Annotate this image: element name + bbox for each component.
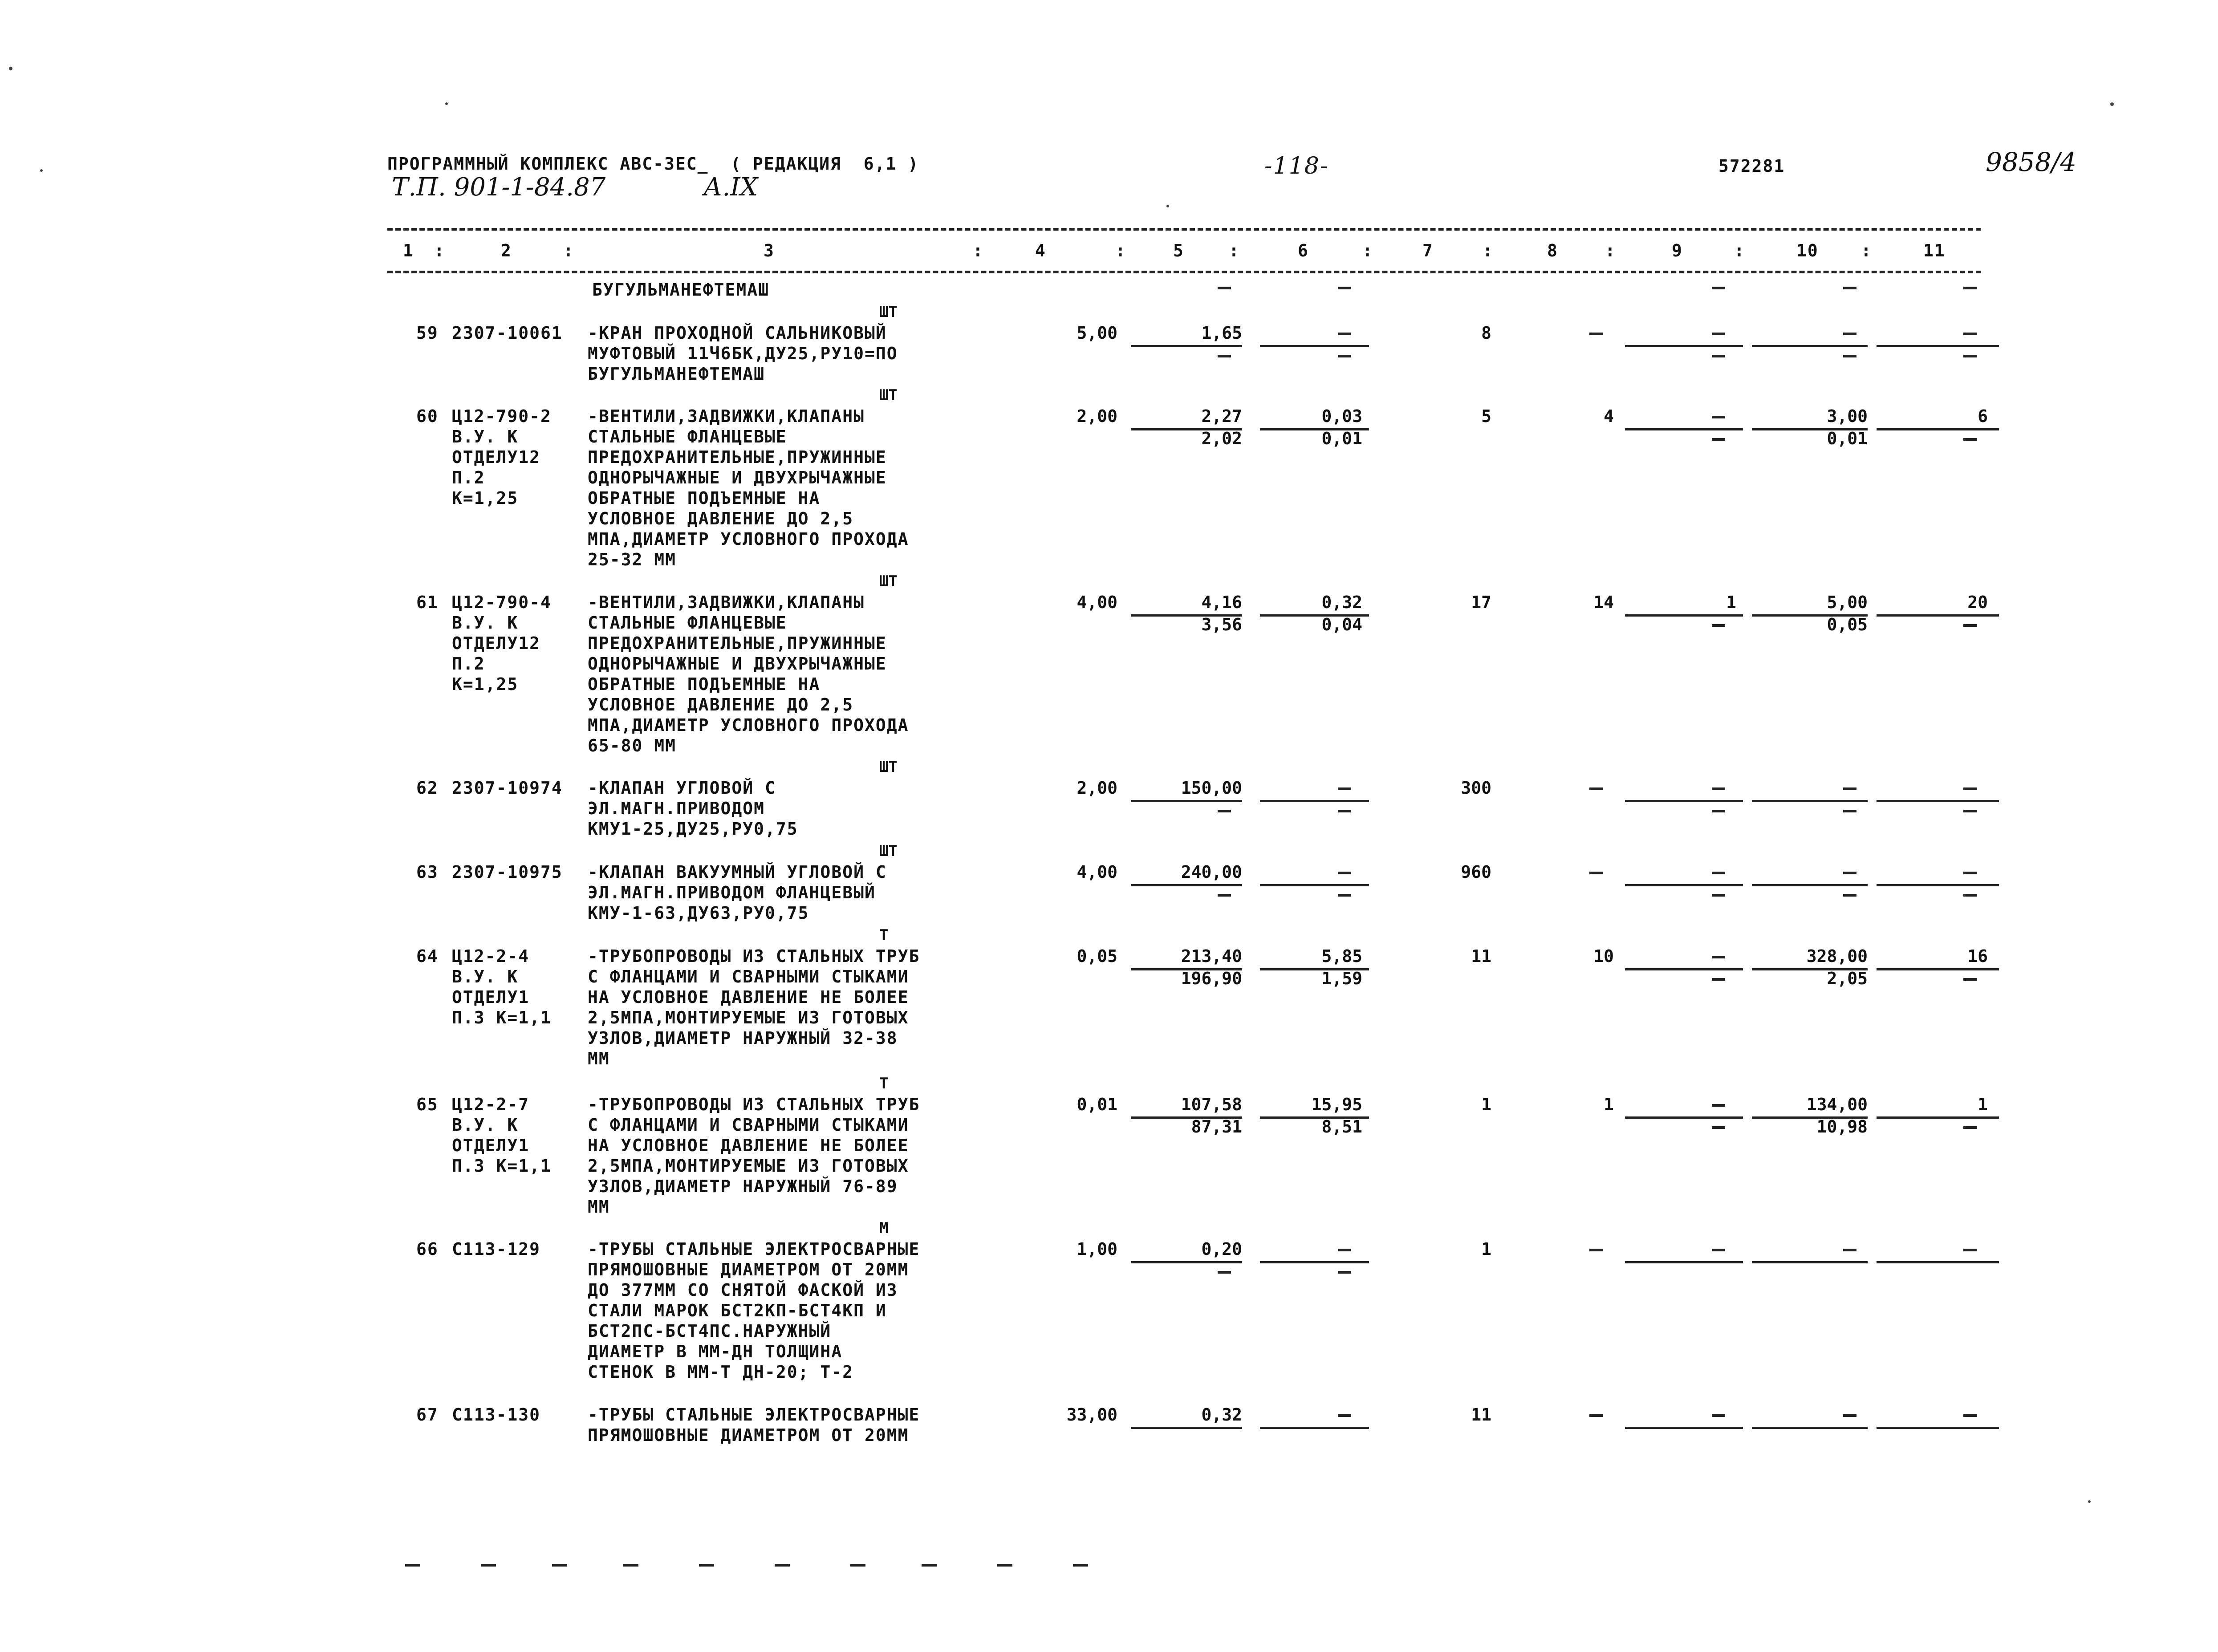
value-cell [1251,323,1362,343]
unit-label: ШТ [879,303,898,321]
value-cell [1503,778,1614,798]
resource-code: К=1,25 [452,674,519,694]
description-line: -ВЕНТИЛИ,ЗАДВИЖКИ,КЛАПАНЫ [588,406,865,426]
unit-label: Т [879,926,889,944]
footer-dash [775,1564,790,1567]
description-line: КМУ-1-63,ДУ63,РУ0,75 [588,903,809,923]
value-cell [1625,1094,1736,1115]
footer-dash [699,1564,714,1567]
value-cell: 5,00 [1827,593,1868,612]
column-separator: : [1861,241,1872,260]
value-cell [1625,406,1736,426]
row-number: 64 [416,946,439,966]
top-item-cell [1251,277,1362,297]
value-cell: 20 [1967,593,1988,612]
description-line: ПРЯМОШОВНЫЕ ДИАМЕТРОМ ОТ 20ММ [588,1260,909,1279]
description-line: НА УСЛОВНОЕ ДАВЛЕНИЕ НЕ БОЛЕЕ [588,1136,909,1155]
column-header-3: 3 [764,241,775,260]
value-cell-second: 0,04 [1321,615,1362,634]
value-cell: 6 [1978,406,1988,426]
value-cell: 150,00 [1181,778,1242,798]
value-cell-second: 2,02 [1201,429,1242,448]
value-cell-second [1625,968,1736,989]
column-separator: : [563,241,574,260]
value-cell [1877,1239,1988,1259]
description-line: ММ [588,1197,610,1217]
value-cell-second [1756,345,1868,365]
description-line: СТАЛЬНЫЕ ФЛАНЦЕВЫЕ [588,613,787,633]
column-separator: : [973,241,984,260]
description-line: ОДНОРЫЧАЖНЫЕ И ДВУХРЫЧАЖНЫЕ [588,468,887,487]
resource-code: Ц12-790-4 [452,593,552,612]
value-cell [1251,778,1362,798]
value-cell-second: 87,31 [1191,1117,1242,1137]
desc-line: БУГУЛЬМАНЕФТЕМАШ [592,280,770,300]
quantity: 0,05 [1077,946,1117,966]
value-cell-second [1625,345,1736,365]
row-number: 61 [416,593,439,612]
value-cell-second [1877,428,1988,449]
cell-underline [1625,1427,1743,1429]
value-cell: 1 [1978,1095,1988,1114]
value-cell-second [1251,884,1362,905]
description-line: -ВЕНТИЛИ,ЗАДВИЖКИ,КЛАПАНЫ [588,593,865,612]
description-line: НА УСЛОВНОЕ ДАВЛЕНИЕ НЕ БОЛЕЕ [588,987,909,1007]
description-line: -КЛАПАН УГЛОВОЙ С [588,778,776,798]
value-cell-second: 196,90 [1181,969,1242,988]
footer-dash [552,1564,567,1567]
description-line: УСЛОВНОЕ ДАВЛЕНИЕ ДО 2,5 [588,509,854,528]
value-cell: 0,03 [1321,406,1362,426]
resource-code: 2307-10974 [452,778,563,798]
column-header-2: 2 [501,241,512,260]
column-separator: : [1483,241,1494,260]
quantity: 4,00 [1077,862,1117,882]
resource-code: Ц12-2-7 [452,1095,530,1114]
description-line: МУФТОВЫЙ 11Ч6БК,ДУ25,РУ10=ПО [588,344,898,363]
cell-underline [1131,1427,1242,1429]
column-header-10: 10 [1796,241,1819,260]
column-header-5: 5 [1173,241,1184,260]
description-line: ЭЛ.МАГН.ПРИВОДОМ [588,799,765,818]
resource-code: К=1,25 [452,488,519,508]
value-cell [1251,1239,1362,1259]
value-cell-second [1877,968,1988,989]
resource-code: ОТДЕЛУ1 [452,1136,530,1155]
value-cell: 8 [1481,323,1491,343]
resource-code: 2307-10061 [452,323,563,343]
column-separator: : [1734,241,1745,260]
quantity: 1,00 [1077,1239,1117,1259]
sheet-mark: 9858/4 [1986,147,2077,177]
description-line: СТАЛЬНЫЕ ФЛАНЦЕВЫЕ [588,427,787,446]
value-cell [1503,1239,1614,1259]
row-number: 66 [416,1239,439,1259]
description-line: ДО 377ММ СО СНЯТОЙ ФАСКОЙ ИЗ [588,1280,898,1300]
value-cell-second: 0,01 [1321,429,1362,448]
unit-label: ШТ [879,386,898,404]
document-code: 572281 [1718,156,1785,176]
resource-code: П.3 К=1,1 [452,1008,552,1027]
value-cell [1625,323,1736,343]
description-line: МПА,ДИАМЕТР УСЛОВНОГО ПРОХОДА [588,715,909,735]
row-number: 59 [416,323,439,343]
top-item-cell [1877,277,1988,297]
value-cell [1877,323,1988,343]
row-number: 60 [416,406,439,426]
value-cell [1625,778,1736,798]
description-line: С ФЛАНЦАМИ И СВАРНЫМИ СТЫКАМИ [588,1115,909,1135]
cell-underline [1877,1261,1999,1263]
description-line: С ФЛАНЦАМИ И СВАРНЫМИ СТЫКАМИ [588,967,909,986]
handwritten-album: А.IX [703,173,758,202]
handwritten-project-code: Т.П. 901-1-84.87 [392,173,606,202]
description-line: МПА,ДИАМЕТР УСЛОВНОГО ПРОХОДА [588,529,909,549]
value-cell: 11 [1471,1405,1491,1425]
value-cell [1756,778,1868,798]
description-line: ПРЕДОХРАНИТЕЛЬНЫЕ,ПРУЖИННЫЕ [588,447,887,467]
value-cell [1503,862,1614,882]
row-number: 67 [416,1405,439,1425]
value-cell [1756,1239,1868,1259]
resource-code: П.2 [452,654,485,674]
description-line: ДИАМЕТР В ММ-ДН ТОЛЩИНА [588,1342,843,1361]
value-cell: 1 [1726,593,1736,612]
value-cell-second: 10,98 [1816,1117,1868,1137]
column-header-4: 4 [1035,241,1046,260]
column-separator: : [434,241,445,260]
footer-dash [922,1564,937,1567]
description-line: УЗЛОВ,ДИАМЕТР НАРУЖНЫЙ 76-89 [588,1177,898,1196]
value-cell [1503,323,1614,343]
row-number: 65 [416,1095,439,1114]
value-cell: 2,27 [1201,406,1242,426]
quantity: 2,00 [1077,778,1117,798]
value-cell [1756,862,1868,882]
description-line: УЗЛОВ,ДИАМЕТР НАРУЖНЫЙ 32-38 [588,1028,898,1048]
header-rule-top [387,228,1981,231]
value-cell: 300 [1461,778,1491,798]
value-cell [1877,862,1988,882]
resource-code: В.У. К [452,427,519,446]
value-cell-second [1877,1116,1988,1137]
value-cell-second [1877,614,1988,635]
quantity: 0,01 [1077,1095,1117,1114]
description-line: ОБРАТНЫЕ ПОДЪЕМНЫЕ НА [588,488,821,508]
column-header-8: 8 [1547,241,1558,260]
column-header-6: 6 [1298,241,1309,260]
resource-code: В.У. К [452,967,519,986]
quantity: 5,00 [1077,323,1117,343]
column-header-9: 9 [1672,241,1683,260]
value-cell-second [1251,1261,1362,1282]
footer-dash [623,1564,638,1567]
value-cell: 134,00 [1806,1095,1868,1114]
value-cell: 1 [1481,1095,1491,1114]
resource-code: Ц12-2-4 [452,946,530,966]
column-separator: : [1362,241,1373,260]
page-number: -118- [1264,153,1329,179]
value-cell [1756,1404,1868,1425]
resource-code: П.2 [452,468,485,487]
footer-dash [405,1564,420,1567]
value-cell [1877,778,1988,798]
unit-label: ШТ [879,572,898,590]
top-item-cell [1756,277,1868,297]
value-cell-second [1251,345,1362,365]
footer-dash [850,1564,865,1567]
description-line: -КЛАПАН ВАКУУМНЫЙ УГЛОВОЙ С [588,862,887,882]
unit-label: ШТ [879,758,898,776]
scan-speck [2110,102,2114,106]
unit-label: Т [879,1075,889,1092]
value-cell: 14 [1593,593,1614,612]
value-cell: 1,65 [1201,323,1242,343]
value-cell [1625,946,1736,966]
value-cell: 3,00 [1827,406,1868,426]
resource-code: ОТДЕЛУ12 [452,447,541,467]
value-cell: 107,58 [1181,1095,1242,1114]
cell-underline [1877,1427,1999,1429]
footer-dash [997,1564,1012,1567]
program-title: ПРОГРАММНЫЙ КОМПЛЕКС АВС-ЗЕС_ ( РЕДАКЦИЯ 6,1 ) [387,154,919,174]
description-line: ПРЕДОХРАНИТЕЛЬНЫЕ,ПРУЖИННЫЕ [588,633,887,653]
column-header-1: 1 [403,241,414,260]
quantity: 2,00 [1077,406,1117,426]
value-cell: 15,95 [1311,1095,1362,1114]
description-line: 25-32 ММ [588,550,677,569]
quantity: 4,00 [1077,593,1117,612]
row-number: 63 [416,862,439,882]
value-cell-second: 1,59 [1321,969,1362,988]
value-cell: 960 [1461,862,1491,882]
value-cell: 4 [1604,406,1614,426]
value-cell-second [1756,884,1868,905]
value-cell: 16 [1967,946,1988,966]
value-cell-second [1756,800,1868,820]
description-line: 2,5МПА,МОНТИРУЕМЫЕ ИЗ ГОТОВЫХ [588,1008,909,1027]
value-cell-second [1877,884,1988,905]
description-line: БУГУЛЬМАНЕФТЕМАШ [588,364,765,384]
value-cell-second [1251,800,1362,820]
value-cell [1625,862,1736,882]
value-cell-second [1131,345,1242,365]
description-line: УСЛОВНОЕ ДАВЛЕНИЕ ДО 2,5 [588,695,854,714]
value-cell-second: 3,56 [1201,615,1242,634]
scan-speck [2088,1500,2091,1503]
scan-speck [9,67,12,70]
value-cell: 4,16 [1201,593,1242,612]
unit-label: ШТ [879,842,898,860]
description-line: 2,5МПА,МОНТИРУЕМЫЕ ИЗ ГОТОВЫХ [588,1156,909,1176]
value-cell: 10 [1593,946,1614,966]
value-cell [1877,1404,1988,1425]
column-header-11: 11 [1923,241,1946,260]
scan-speck [445,102,448,105]
description-line: ОДНОРЫЧАЖНЫЕ И ДВУХРЫЧАЖНЫЕ [588,654,887,674]
column-separator: : [1605,241,1616,260]
resource-code: В.У. К [452,613,519,633]
unit-label: М [879,1219,889,1237]
resource-code: ОТДЕЛУ12 [452,633,541,653]
quantity: 33,00 [1066,1405,1117,1425]
value-cell [1625,1239,1736,1259]
resource-code: В.У. К [452,1115,519,1135]
top-item-cell [1625,277,1736,297]
value-cell [1503,1404,1614,1425]
footer-dash [481,1564,496,1567]
description-line: -ТРУБОПРОВОДЫ ИЗ СТАЛЬНЫХ ТРУБ [588,1095,920,1114]
value-cell [1625,1404,1736,1425]
description-line: -КРАН ПРОХОДНОЙ САЛЬНИКОВЫЙ [588,323,887,343]
value-cell: 240,00 [1181,862,1242,882]
value-cell: 1 [1481,1239,1491,1259]
cell-underline [1752,1261,1868,1263]
cell-underline [1752,1427,1868,1429]
description-line: ПРЯМОШОВНЫЕ ДИАМЕТРОМ ОТ 20ММ [588,1425,909,1445]
value-cell-second [1131,800,1242,820]
description-line: КМУ1-25,ДУ25,РУ0,75 [588,819,798,839]
value-cell-second: 0,05 [1827,615,1868,634]
description-line: 65-80 ММ [588,736,677,755]
value-cell-second: 2,05 [1827,969,1868,988]
resource-code: С113-130 [452,1405,541,1425]
description-line: -ТРУБЫ СТАЛЬНЫЕ ЭЛЕКТРОСВАРНЫЕ [588,1405,920,1425]
value-cell [1756,323,1868,343]
description-line: ОБРАТНЫЕ ПОДЪЕМНЫЕ НА [588,674,821,694]
resource-code: П.3 К=1,1 [452,1156,552,1176]
cell-underline [1260,1427,1369,1429]
column-separator: : [1115,241,1126,260]
description-line: ЭЛ.МАГН.ПРИВОДОМ ФЛАНЦЕВЫЙ [588,883,876,902]
value-cell-second [1625,1116,1736,1137]
top-item-cell [1131,277,1242,297]
value-cell: 0,32 [1321,593,1362,612]
resource-code: С113-129 [452,1239,541,1259]
value-cell [1251,1404,1362,1425]
column-separator: : [1229,241,1240,260]
value-cell: 5 [1481,406,1491,426]
cell-underline [1625,1261,1743,1263]
description-line: -ТРУБЫ СТАЛЬНЫЕ ЭЛЕКТРОСВАРНЫЕ [588,1239,920,1259]
value-cell [1251,862,1362,882]
value-cell-second [1625,884,1736,905]
value-cell: 5,85 [1321,946,1362,966]
resource-code: Ц12-790-2 [452,406,552,426]
scan-speck [40,169,43,172]
value-cell: 17 [1471,593,1491,612]
description-line: СТАЛИ МАРОК БСТ2КП-БСТ4КП И [588,1301,887,1320]
value-cell-second [1625,614,1736,635]
resource-code: 2307-10975 [452,862,563,882]
value-cell-second [1877,345,1988,365]
value-cell: 1 [1604,1095,1614,1114]
description-line: ММ [588,1049,610,1068]
value-cell: 0,20 [1201,1239,1242,1259]
value-cell-second: 8,51 [1321,1117,1362,1137]
description-line: БСТ2ПС-БСТ4ПС.НАРУЖНЫЙ [588,1321,832,1341]
column-header-7: 7 [1422,241,1434,260]
resource-code: ОТДЕЛУ1 [452,987,530,1007]
value-cell-second: 0,01 [1827,429,1868,448]
scan-speck [1166,205,1169,207]
header-rule-bottom [387,271,1981,273]
value-cell: 11 [1471,946,1491,966]
value-cell-second [1877,800,1988,820]
value-cell-second [1625,428,1736,449]
value-cell-second [1131,1261,1242,1282]
value-cell: 328,00 [1806,946,1868,966]
description-line: -ТРУБОПРОВОДЫ ИЗ СТАЛЬНЫХ ТРУБ [588,946,920,966]
row-number: 62 [416,778,439,798]
value-cell: 0,32 [1201,1405,1242,1425]
footer-dash [1073,1564,1088,1567]
value-cell-second [1625,800,1736,820]
value-cell: 213,40 [1181,946,1242,966]
description-line: СТЕНОК В ММ-Т ДН-20; Т-2 [588,1362,854,1382]
value-cell-second [1131,884,1242,905]
